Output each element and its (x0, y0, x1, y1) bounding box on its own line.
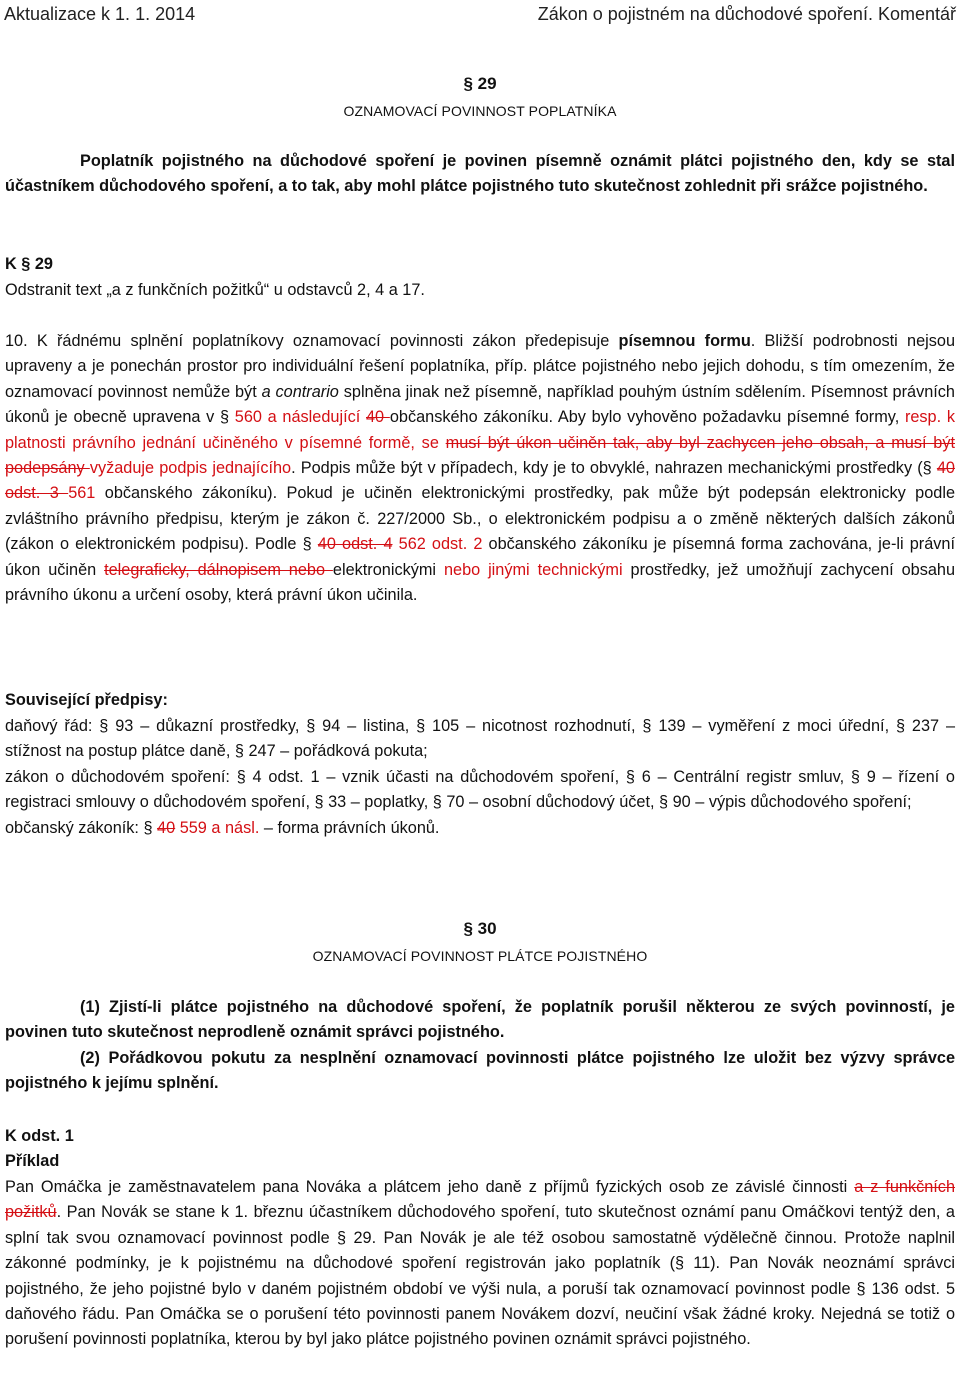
p10-deleted-telegraph: telegraficky, dálnopisem nebo (104, 560, 333, 579)
p10-inserted-resp: resp. (904, 408, 947, 427)
p10-text-7: občanského zákoníku je písemná forma zachována, je-li právní úkon učiněn (5, 535, 955, 579)
p10-written-form: písemnou formu (618, 332, 751, 350)
section-29-title: OZNAMOVACÍ POVINNOST POPLATNÍKA (343, 103, 617, 119)
p10-text-4: občanského zákoníku. Aby bylo vyhověno požadavku písemné formy, (389, 408, 905, 427)
section-30-paragraph-1: (1) Zjistí-li plátce pojistného na důchodové spoření, že poplatník porušil některou ze svých povinností, je povinen tuto skutečnost neprodleně oznámit správci pojistného. (5, 998, 955, 1042)
p10-deleted-odst3: 40 odst. 3 (5, 459, 955, 503)
p10-text-8: elektronickými (332, 560, 444, 579)
example-text-2: . Pan Novák se stane k 1. březnu účastníkem důchodového spoření, tuto skutečnost oznámí panu Omáčkovi tentýž den, a splní tak svou oznamovací povinnost podle § 29. Pan Novák je ale též osobou samostatně výdělečně činnou. Protože naplnil zákonné podmínky, je k pojistnému na důchodové spoření registrován jako poplatník (§ 11). Pan Novák neoznámí správci pojistného, že jeho pojistné bylo v daném pojistném období ve výši nula, a poruší tak oznamovací povinnost podle § 136 odst. 5 daňového řádu. Pan Omáčka se o porušení této povinnosti panem Novákem dozví, neučiní však žádné kroky. Nejedná se totiž o porušení povinnosti poplatníka, kterou by byl jako plátce pojistného povinen oznámit správci pojistného. (5, 1203, 955, 1349)
related-pension-savings-act: zákon o důchodovém spoření: § 4 odst. 1 – vznik účasti na důchodovém spoření, § 6 – Centrální registr smluv, § 9 – řízení o registraci smlouvy o důchodovém spoření, § 33 – poplatky, § 70 – osobní důchodový účet, § 90 – výpis důchodového spoření; (5, 767, 955, 812)
related-civil-code-topic: – forma právních úkonů. (259, 818, 440, 837)
p10-deleted-clause: musí být úkon učiněn tak, aby byl zachycen jeho obsah, a musí být podepsány (5, 433, 955, 478)
page-header (4, 4, 956, 28)
header-document-title: Zákon o pojistném na důchodové spoření. Komentář (537, 4, 956, 24)
section-30-title: OZNAMOVACÍ POVINNOST PLÁTCE POJISTNÉHO (312, 948, 648, 964)
p10-text-2: . Bližší podrobnosti nejsou upraveny a je ponechán prostor pro individuální řešení poplatníka, příp. plátce pojistného nebo jejich dohodu, s tím omezením, že oznamovací povinnost nemůže být (5, 332, 955, 401)
related-regulations-list (5, 714, 955, 841)
example-deleted-text: a z funkčních požitků (5, 1178, 956, 1222)
p10-inserted-562: 562 odst. 2 (392, 535, 483, 554)
related-tax-code: daňový řád: § 93 – důkazní prostředky, § 94 – listina, § 105 – nicotnost rozhodnutí, § 139 – vyměření z moci úřední, § 237 – stížnost na postup plátce daně, § 247 – pořádková pokuta; (5, 717, 955, 761)
p10-a-contrario: a contrario (261, 382, 339, 401)
related-civil-code-text: občanský zákoník: § (5, 818, 158, 837)
p10-text-9: prostředky, jež umožňují zachycení obsahu právního úkonu a určení osoby, která právní úkon učinila. (5, 560, 955, 605)
p10-deleted-reference: 40 (366, 408, 390, 427)
related-civil-code-inserted: 559 a násl. (175, 818, 260, 837)
related-regulations-title: Související předpisy: (5, 691, 168, 709)
related-civil-code-deleted: 40 (157, 818, 176, 837)
p10-inserted-561: 561 (68, 484, 96, 503)
p10-deleted-odst4: 40 odst. 4 (317, 535, 393, 554)
section-30-number: § 30 (463, 919, 497, 938)
section-29-commentary-label: K § 29 (5, 255, 53, 273)
related-civil-code (5, 816, 955, 841)
paragraph-10 (5, 329, 955, 608)
p10-inserted-technical: nebo jinými technickými (443, 560, 623, 579)
example-text (5, 1175, 955, 1353)
p10-text-5: . Podpis může být v případech, kdy je to obvyklé, nahrazen mechanickými prostředky (§ (291, 459, 937, 478)
p10-inserted-validity: k platnosti právního jednání učiněného v písemné formě, se (5, 408, 955, 452)
section-29-law-text: Poplatník pojistného na důchodové spoření je povinen písemně oznámit plátci pojistného den, kdy se stal účastníkem důchodového spoření, a to tak, aby mohl plátce pojistného tuto skutečnost zohlednit při srážce pojistného. (5, 152, 955, 196)
section-29-number: § 29 (463, 74, 497, 93)
example-label: Příklad (5, 1152, 60, 1170)
section-29-removal-note: Odstranit text „a z funkčních požitků“ u odstavců 2, 4 a 17. (5, 281, 425, 299)
section-30-commentary-label: K odst. 1 (5, 1127, 74, 1145)
p10-text-6: občanského zákoníku). Pokud je učiněn elektronickými prostředky, pak může být podepsán elektronicky podle zvláštního právního předpisu, kterým je zákon č. 227/2000 Sb., o elektronickém podpisu a o změně některých dalších zákonů (zákon o elektronickém podpisu). Podle § (5, 484, 956, 554)
p10-text-1: 10. K řádnému splnění poplatníkovy oznamovací povinnosti zákon předepisuje (5, 332, 619, 350)
example-text-1: Pan Omáčka je zaměstnavatelem pana Nováka a plátcem jeho daně z příjmů fyzických osob ze závislé činnosti (5, 1178, 855, 1196)
section-30-paragraph-2: (2) Pořádkovou pokutu za nesplnění oznamovací povinnosti plátce pojistného lze uložit bez výzvy správce pojistného k jejímu splnění. (5, 1049, 955, 1093)
p10-inserted-reference: 560 a následující (234, 408, 361, 427)
p10-text-3: splněna jinak než písemně, například pouhým ústním sdělením. Písemnost právních úkonů je obecně upravena v § (5, 382, 955, 427)
header-update-date: Aktualizace k 1. 1. 2014 (4, 4, 196, 24)
p10-inserted-signature: vyžaduje podpis jednajícího (89, 459, 292, 478)
